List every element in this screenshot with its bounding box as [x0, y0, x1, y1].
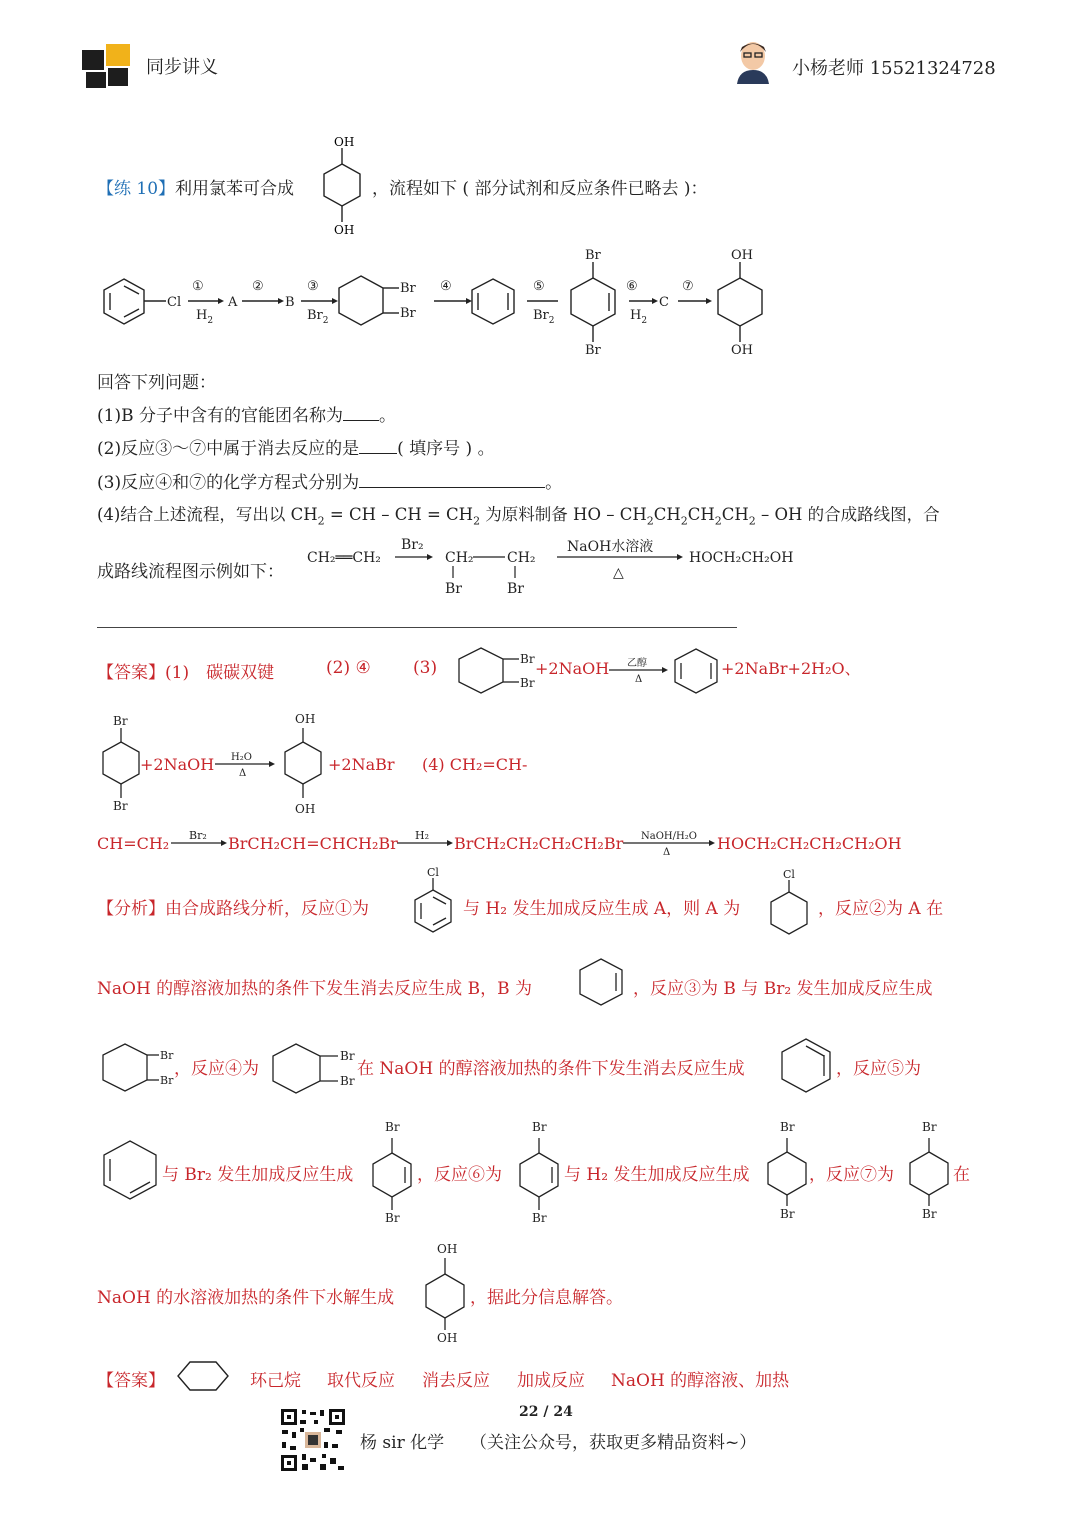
ex-mid-right: CH₂: [507, 550, 536, 566]
br-label: Br: [113, 799, 128, 813]
br-label: Br: [160, 1074, 174, 1087]
br-label: Br: [520, 676, 535, 690]
eq1-product: +2NaBr+2H₂O、: [721, 659, 861, 678]
cl-label: Cl: [783, 868, 795, 881]
answer-line-1: 【答案】(1) 碳碳双键: [97, 663, 275, 683]
route-product-3: HOCH₂CH₂CH₂CH₂OH: [717, 834, 902, 853]
br-label: Br: [922, 1207, 937, 1221]
br-label: Br: [400, 306, 416, 321]
route-cond-1: Br₂: [189, 829, 207, 842]
analysis-line-4a: 与 Br₂ 发生加成反应生成: [162, 1165, 354, 1185]
dibromocyclohexane-structure: [339, 276, 383, 325]
analysis-line-4b: ，反应⑥为: [417, 1165, 502, 1185]
dibromocyclohexene-structure: [367, 1118, 417, 1228]
analysis-label: 【分析】: [97, 899, 165, 919]
target-diol-structure: [312, 132, 372, 236]
ex-cond-top: NaOH水溶液: [567, 539, 654, 555]
doc-title: 同步讲义: [146, 57, 218, 78]
answer2-label: 【答案】: [97, 1371, 165, 1391]
answer-label: 【答案】: [97, 663, 165, 683]
step-3-reagent: $Br_2$: [307, 308, 329, 326]
br-label: Br: [385, 1120, 400, 1134]
answer-2: (2) ④: [326, 658, 371, 678]
step-1-reagent: $H_2$: [196, 308, 214, 326]
oh-label: OH: [437, 1331, 458, 1345]
br-label: Br: [780, 1120, 795, 1134]
question-3: (3)反应④和⑦的化学方程式分别为 。: [97, 473, 563, 493]
eq1-cond-top: 乙醇: [627, 658, 647, 669]
br-label: Br: [385, 1211, 400, 1225]
ex-reagent: Br₂: [401, 537, 424, 553]
br-label: Br: [160, 1049, 174, 1062]
synthesis-route: [97, 826, 917, 860]
cyclohexadiene-structure: [778, 1036, 834, 1096]
analysis-line-1: 【分析】由合成路线分析，反应①为: [97, 899, 369, 919]
questions-heading: 回答下列问题：: [97, 373, 216, 393]
dibromocyclohexane-structure: [270, 1040, 360, 1098]
oh-label: OH: [334, 223, 355, 237]
question-4: (4)结合上述流程，写出以 $CH_2$ = CH – CH = $CH_2$ 为原料制备 HO – $CH_2CH_2CH_2CH_2$ – OH 的合成路线图，合: [97, 505, 940, 528]
analysis-line-5b: ，据此分信息解答。: [470, 1288, 623, 1308]
ex-product: HOCH₂CH₂OH: [689, 550, 794, 566]
compound-b-label: B: [285, 295, 295, 310]
answer2-item-1: 环己烷: [250, 1371, 301, 1391]
route-cond-3-bottom: Δ: [663, 847, 671, 858]
eq2-product: +2NaBr: [328, 755, 395, 774]
step-3-label: ③: [307, 279, 319, 294]
analysis-line-3a: ，反应④为: [174, 1059, 259, 1079]
page-number: 22 / 24: [519, 1404, 573, 1420]
answer2-item-3: 消去反应: [422, 1371, 490, 1391]
dibromocyclohexane-structure: [905, 1118, 955, 1222]
qr-code-icon: [280, 1408, 346, 1472]
step-1-label: ①: [192, 279, 204, 294]
footer-note: （关注公众号，获取更多精品资料~）: [470, 1433, 757, 1453]
br-label: Br: [780, 1207, 795, 1221]
compound-a-label: A: [228, 295, 238, 310]
br-label: Br: [340, 1074, 355, 1088]
ex-br: Br: [507, 581, 524, 597]
chlorobenzene-structure: [410, 866, 456, 938]
route-product-2: BrCH₂CH₂CH₂CH₂Br: [454, 834, 624, 853]
question-1: (1)B 分子中含有的官能团名称为 。: [97, 406, 396, 426]
ex-br: Br: [445, 581, 462, 597]
route-cond-2: H₂: [415, 829, 430, 842]
cl-label: Cl: [167, 295, 182, 310]
equation-1: [455, 640, 861, 702]
analysis-line-2: NaOH 的醇溶液加热的条件下发生消去反应生成 B，B 为: [97, 979, 532, 999]
route-product-1: BrCH₂CH=CHCH₂Br: [228, 834, 398, 853]
footer-brand: 杨 sir 化学: [360, 1433, 445, 1453]
analysis-line-4e: 在: [953, 1165, 970, 1185]
br-label: Br: [585, 343, 601, 358]
logo-icon: [80, 42, 136, 90]
step-2-label: ②: [252, 279, 264, 294]
answer2-item-5: NaOH 的醇溶液、加热: [611, 1371, 790, 1391]
step-7-label: ⑦: [682, 279, 694, 294]
exercise-label: 【练 10】: [97, 179, 176, 199]
step-4-label: ④: [440, 279, 452, 294]
answer2-item-4: 加成反应: [517, 1371, 585, 1391]
intro-before: 利用氯苯可合成: [175, 179, 295, 199]
analysis-line-2b: ，反应③为 B 与 Br₂ 发生加成反应生成: [633, 979, 933, 999]
cyclohexene-structure: [575, 956, 627, 1008]
example-label: 成路线流程图示例如下：: [97, 562, 284, 582]
route-cond-3-top: NaOH/H₂O: [641, 831, 697, 842]
author-contact: 小杨老师 15521324728: [792, 58, 996, 79]
eq2-reagent: +2NaOH: [140, 755, 215, 774]
step-6-reagent: $H_2$: [630, 308, 648, 326]
eq1-reagent: +2NaOH: [535, 659, 610, 678]
question-2: (2)反应③～⑦中属于消去反应的是 ( 填序号 ) 。: [97, 439, 495, 459]
answer-4-start: (4) CH₂=CH-: [422, 755, 528, 774]
step-5-label: ⑤: [533, 279, 545, 294]
oh-label: OH: [731, 343, 753, 358]
br-label: Br: [400, 281, 416, 296]
avatar: [733, 38, 773, 84]
step-5-reagent: $Br_2$: [533, 308, 555, 326]
br-label: Br: [113, 714, 128, 728]
oh-label: OH: [295, 712, 316, 726]
analysis-line-3c: ，反应⑤为: [836, 1059, 921, 1079]
analysis-line-4c: 与 H₂ 发生加成反应生成: [564, 1165, 750, 1185]
dibromocyclohexane-structure: [99, 1040, 181, 1096]
ex-start: CH₂══CH₂: [307, 550, 381, 566]
analysis-line-5: NaOH 的水溶液加热的条件下水解生成: [97, 1288, 395, 1308]
cyclohexanediol-structure: [718, 278, 762, 326]
eq2-cond-bottom: Δ: [239, 768, 247, 779]
dibromocyclohexene-structure: [514, 1118, 564, 1228]
oh-label: OH: [437, 1242, 458, 1256]
answer-3: (3): [413, 658, 438, 678]
exercise-intro: [97, 174, 294, 199]
analysis-line-1b: 与 H₂ 发生加成反应生成 A，则 A 为: [463, 899, 741, 919]
compound-c-label: C: [659, 295, 669, 310]
br-label: Br: [922, 1120, 937, 1134]
cyclohexadiene-structure: [100, 1138, 160, 1204]
br-label: Br: [585, 248, 601, 263]
equation-2: [97, 712, 557, 816]
ex-cond-bottom: △: [613, 565, 624, 581]
ex-mid-left: CH₂: [445, 550, 474, 566]
oh-label: OH: [334, 135, 355, 149]
br-label: Br: [520, 652, 535, 666]
example-route: [305, 533, 805, 603]
br-label: Br: [532, 1120, 547, 1134]
section-divider: [97, 627, 737, 628]
reaction-scheme: [96, 246, 776, 361]
cl-label: Cl: [427, 866, 439, 879]
br-label: Br: [340, 1049, 355, 1063]
cyclohexane-structure: [176, 1360, 230, 1392]
oh-label: OH: [731, 248, 753, 263]
analysis-line-3b: 在 NaOH 的醇溶液加热的条件下发生消去反应生成: [357, 1059, 745, 1079]
br-label: Br: [532, 1211, 547, 1225]
eq2-cond-top: H₂O: [231, 752, 252, 763]
step-6-label: ⑥: [626, 279, 638, 294]
answer2-item-2: 取代反应: [327, 1371, 395, 1391]
analysis-line-4d: ，反应⑦为: [809, 1165, 894, 1185]
dibromocyclohexane-structure: [763, 1118, 813, 1222]
oh-label: OH: [295, 802, 316, 816]
route-start: CH=CH₂: [97, 834, 170, 853]
chlorocyclohexane-structure: [766, 868, 812, 940]
analysis-line-1c: ，反应②为 A 在: [818, 899, 944, 919]
cyclohexanediol-structure: [420, 1240, 470, 1346]
eq1-cond-bottom: Δ: [635, 674, 643, 685]
intro-after: ，流程如下 ( 部分试剂和反应条件已略去 )：: [372, 179, 708, 199]
